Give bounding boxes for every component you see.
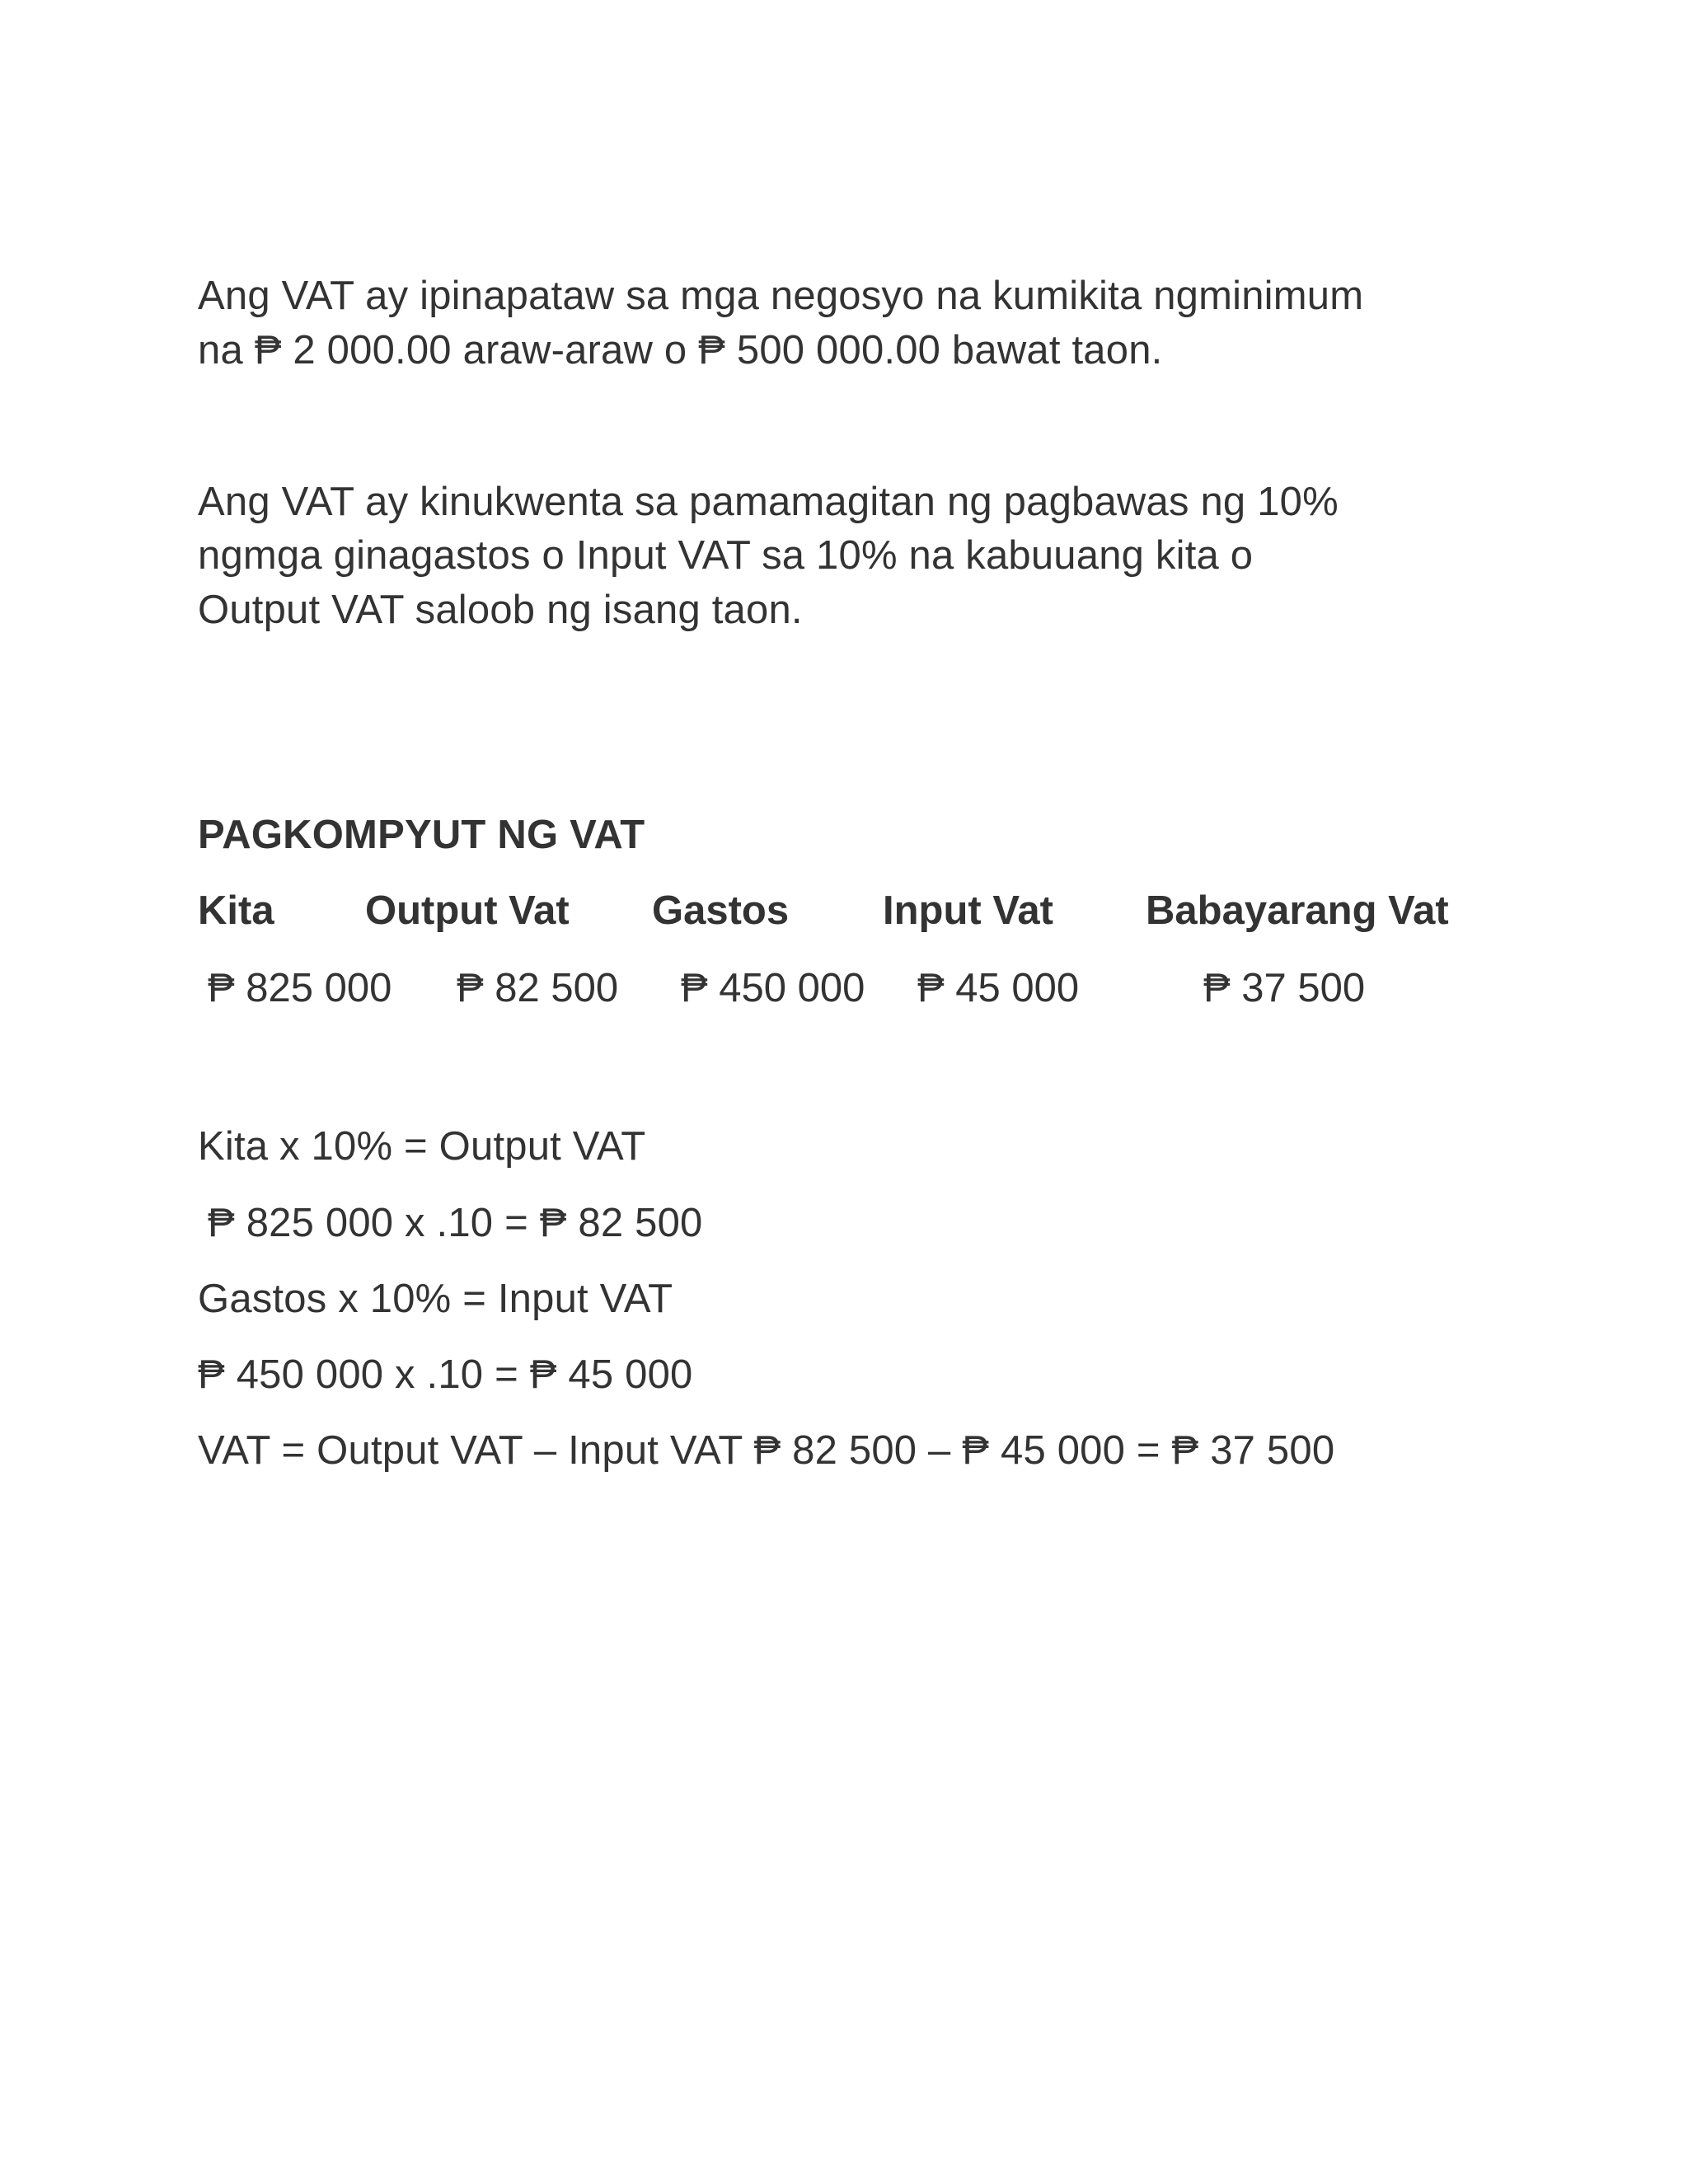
value-kita: ₱ 825 000 xyxy=(208,966,392,1010)
value-output-vat: ₱ 82 500 xyxy=(457,966,619,1010)
paragraph-1-line-2: na ₱ 2 000.00 araw-araw o ₱ 500 000.00 bawat taon. xyxy=(198,328,1163,373)
paragraph-1-line-1: Ang VAT ay ipinapataw sa mga negosyo na kumikita ngminimum xyxy=(198,274,1364,318)
formula-input-vat-computation: ₱ 450 000 x .10 = ₱ 45 000 xyxy=(198,1352,693,1397)
header-kita: Kita xyxy=(198,888,274,933)
value-gastos: ₱ 450 000 xyxy=(681,966,865,1010)
value-input-vat: ₱ 45 000 xyxy=(917,966,1080,1010)
value-babayarang-vat: ₱ 37 500 xyxy=(1203,966,1366,1010)
formula-output-vat-computation: ₱ 825 000 x .10 = ₱ 82 500 xyxy=(208,1201,703,1245)
formula-vat-total: VAT = Output VAT – Input VAT ₱ 82 500 – ₱ 45 000 = ₱ 37 500 xyxy=(198,1428,1335,1473)
formula-output-vat: Kita x 10% = Output VAT xyxy=(198,1124,646,1169)
header-gastos: Gastos xyxy=(652,888,790,933)
header-output-vat: Output Vat xyxy=(365,888,570,933)
paragraph-2-line-2: ngmga ginagastos o Input VAT sa 10% na kabuuang kita o xyxy=(198,533,1254,578)
formula-input-vat: Gastos x 10% = Input VAT xyxy=(198,1277,673,1321)
paragraph-2-line-3: Output VAT saloob ng isang taon. xyxy=(198,588,803,632)
header-input-vat: Input Vat xyxy=(883,888,1053,933)
header-babayarang-vat: Babayarang Vat xyxy=(1146,888,1449,933)
paragraph-2-line-1: Ang VAT ay kinukwenta sa pamamagitan ng pagbawas ng 10% xyxy=(198,480,1339,524)
computation-title: PAGKOMPYUT NG VAT xyxy=(198,813,645,857)
